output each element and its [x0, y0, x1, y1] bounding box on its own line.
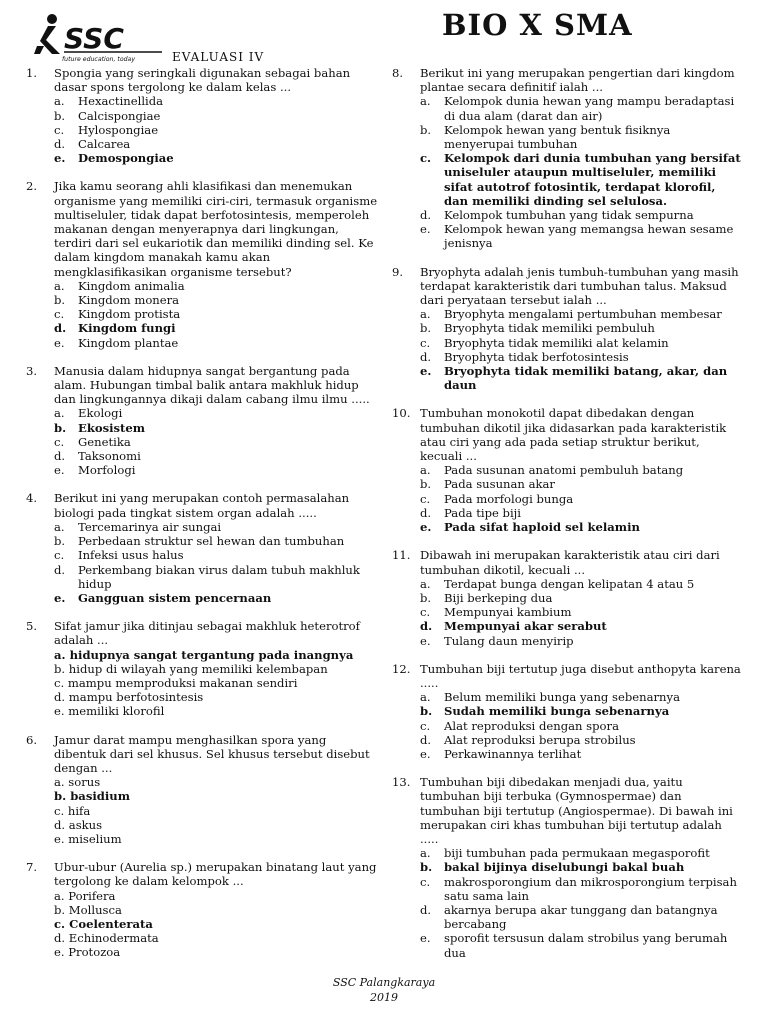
option-text: Hylospongiae — [78, 122, 159, 137]
option-text: mampu berfotosintesis — [68, 690, 204, 705]
option-label: d. — [54, 137, 66, 152]
option-text: Genetika — [78, 434, 131, 449]
answer-option — [420, 222, 742, 250]
answer-option — [420, 321, 742, 335]
option-label: d. — [420, 732, 432, 747]
option-label: d. — [54, 321, 67, 336]
option-label: b. — [54, 108, 66, 123]
question-text: Spongia yang seringkali digunakan sebagai bahan dasar spons tergolong ke dalam kelas ... — [54, 66, 351, 95]
question-number: 11. — [392, 548, 411, 563]
answer-option — [420, 350, 742, 364]
answer-option — [54, 832, 378, 846]
answer-option — [54, 421, 378, 435]
question-text: Tumbuhan biji tertutup juga disebut anthopyta karena ..... — [420, 661, 741, 690]
option-text: Bryophyta tidak memiliki alat kelamin — [444, 335, 669, 350]
answer-option — [54, 520, 378, 534]
option-label: a. — [54, 647, 66, 662]
option-label: c. — [420, 605, 431, 620]
answer-options — [54, 648, 378, 719]
option-label: b. — [54, 534, 66, 549]
option-label: d. — [420, 349, 432, 364]
option-label: c. — [420, 151, 432, 166]
answer-option — [54, 293, 378, 307]
answer-option — [54, 321, 378, 335]
question-text: Tumbuhan monokotil dapat dibedakan dengan tumbuhan dikotil jika didasarkan pada karakteristik atau ciri yang ada pada setiap struktur berikut, kecuali ... — [420, 406, 727, 464]
answer-option — [420, 307, 742, 321]
answer-option — [54, 534, 378, 548]
answer-option — [54, 123, 378, 137]
answer-options — [54, 94, 378, 165]
answer-option — [420, 123, 742, 151]
option-text: memiliki klorofil — [68, 704, 165, 719]
option-label: c. — [54, 803, 65, 818]
option-label: d. — [54, 690, 66, 705]
question-number: 8. — [392, 66, 404, 80]
answer-option — [54, 406, 378, 420]
question-number: 2. — [26, 179, 38, 194]
option-label: d. — [420, 902, 432, 917]
option-label: c. — [54, 675, 65, 690]
option-text: Alat reproduksi berupa strobilus — [444, 732, 636, 747]
option-text: hidup di wilayah yang memiliki kelembapan — [68, 661, 328, 676]
option-text: Demospongiae — [78, 151, 174, 166]
answer-option — [54, 903, 378, 917]
option-text: Taksonomi — [78, 449, 141, 464]
option-label: d. — [420, 208, 432, 223]
option-label: d. — [54, 931, 66, 946]
answer-option — [54, 648, 378, 662]
option-label: e. — [54, 704, 65, 719]
question-number: 7. — [26, 860, 38, 875]
question-1 — [26, 66, 378, 165]
option-text: Kelompok dari dunia tumbuhan yang bersifat uniseluler ataupun multiseluler, memiliki sifat autotrof fotosintik, terdapat klorofil, dan memiliki dinding sel selulosa. — [444, 151, 741, 208]
option-text: Kingdom plantae — [78, 335, 179, 350]
answer-option — [420, 733, 742, 747]
answer-options — [54, 889, 378, 960]
option-label: d. — [420, 505, 432, 520]
answer-options — [54, 279, 378, 350]
ssc-logo — [34, 10, 166, 64]
option-text: Pada tipe biji — [444, 505, 521, 520]
option-text: Sudah memiliki bunga sebenarnya — [444, 704, 670, 719]
option-label: b. — [54, 902, 66, 917]
answer-option — [54, 435, 378, 449]
answer-option — [420, 875, 742, 903]
question-8 — [392, 66, 742, 251]
option-text: bakal bijinya diselubungi bakal buah — [444, 860, 685, 875]
option-label: e. — [54, 590, 66, 605]
answer-option — [54, 690, 378, 704]
option-text: Tulang daun menyirip — [444, 633, 574, 648]
answer-option — [420, 336, 742, 350]
option-text: Terdapat bunga dengan kelipatan 4 atau 5 — [444, 576, 695, 591]
option-text: Calcarea — [78, 137, 131, 152]
question-10 — [392, 406, 742, 534]
option-label: b. — [420, 321, 432, 336]
answer-option — [420, 94, 742, 122]
question-4 — [26, 491, 378, 605]
option-label: c. — [420, 335, 431, 350]
answer-options — [54, 775, 378, 846]
option-text: Perkembang biakan virus dalam tubuh makhluk hidup — [78, 562, 360, 591]
option-label: c. — [420, 874, 431, 889]
question-text: Manusia dalam hidupnya sangat bergantung pada alam. Hubungan timbal balik antara makhluk hidup dan lingkungannya dikaji dalam cabang ilmu ilmu ..... — [54, 363, 370, 407]
answer-options — [420, 690, 742, 761]
option-text: Alat reproduksi dengan spora — [444, 718, 619, 733]
ssc-logo-tagline: future education, today — [62, 56, 135, 63]
option-label: a. — [420, 307, 431, 322]
page-title: BIO X SMA — [442, 8, 633, 42]
answer-option — [54, 818, 378, 832]
option-label: b. — [420, 122, 432, 137]
question-text: Berikut ini yang merupakan contoh permasalahan biologi pada tingkat sistem organ adalah ..... — [54, 491, 350, 520]
question-number: 4. — [26, 491, 38, 506]
option-text: Ekosistem — [78, 420, 146, 435]
option-label: e. — [420, 931, 431, 946]
option-label: e. — [420, 746, 431, 761]
option-text: hifa — [67, 803, 91, 818]
footer-year: 2019 — [370, 991, 398, 1004]
answer-option — [420, 931, 742, 959]
question-number: 10. — [392, 406, 411, 421]
option-text: Bryophyta tidak memiliki batang, akar, dan daun — [444, 364, 728, 393]
answer-option — [54, 137, 378, 151]
answer-option — [420, 364, 742, 392]
option-text: Gangguan sistem pencernaan — [78, 590, 272, 605]
option-text: Echinodermata — [68, 931, 159, 946]
question-number: 3. — [26, 363, 38, 378]
option-text: Bryophyta mengalami pertumbuhan membesar — [444, 307, 722, 322]
question-text: Jamur darat mampu menghasilkan spora yang dibentuk dari sel khusus. Sel khusus tersebut disebut dengan ... — [54, 732, 370, 775]
option-label: a. — [420, 846, 431, 861]
answer-options — [420, 307, 742, 392]
option-label: a. — [54, 775, 65, 790]
option-text: akarnya berupa akar tunggang dan batangnya bercabang — [444, 902, 718, 932]
option-text: Kingdom animalia — [78, 278, 185, 293]
answer-option — [54, 662, 378, 676]
option-text: Kelompok dunia hewan yang mampu beradaptasi di dua alam (darat dan air) — [444, 94, 735, 123]
option-label: d. — [54, 562, 66, 577]
option-label: c. — [54, 122, 65, 137]
option-text: askus — [68, 817, 103, 832]
option-text: Kingdom monera — [78, 293, 180, 308]
answer-option — [420, 747, 742, 761]
exam-subtitle: EVALUASI IV — [172, 50, 265, 64]
answer-option — [420, 860, 742, 874]
answer-options — [420, 94, 742, 250]
option-text: Mempunyai kambium — [444, 605, 572, 620]
option-label: c. — [54, 916, 66, 931]
option-text: Bryophyta tidak berfotosintesis — [444, 349, 629, 364]
answer-option — [420, 619, 742, 633]
answer-option — [54, 591, 378, 605]
answer-option — [54, 704, 378, 718]
option-label: e. — [420, 222, 431, 237]
answer-option — [54, 151, 378, 165]
option-text: Belum memiliki bunga yang sebenarnya — [444, 690, 680, 705]
answer-option — [420, 477, 742, 491]
answer-option — [420, 208, 742, 222]
answer-option — [54, 307, 378, 321]
option-label: b. — [54, 420, 67, 435]
question-text: Ubur-ubur (Aurelia sp.) merupakan binatang laut yang tergolong ke dalam kelompok ... — [54, 860, 377, 889]
answer-option — [54, 563, 378, 591]
question-6 — [26, 733, 378, 847]
question-number: 5. — [26, 619, 38, 634]
option-label: a. — [54, 278, 65, 293]
option-label: e. — [54, 831, 65, 846]
option-label: e. — [54, 151, 66, 166]
option-label: a. — [54, 888, 65, 903]
question-5 — [26, 619, 378, 718]
answer-option — [54, 336, 378, 350]
option-label: d. — [420, 619, 433, 634]
option-text: Infeksi usus halus — [78, 548, 184, 563]
option-label: b. — [54, 293, 66, 308]
ssc-logo-text: SSC — [64, 22, 124, 55]
option-label: c. — [54, 307, 65, 322]
option-label: e. — [54, 335, 65, 350]
option-text: Kelompok hewan yang bentuk fisiknya menyerupai tumbuhan — [444, 122, 671, 152]
option-text: Mollusca — [68, 902, 122, 917]
answer-option — [54, 775, 378, 789]
option-label: b. — [420, 477, 432, 492]
option-label: a. — [54, 406, 65, 421]
question-7 — [26, 860, 378, 959]
footer — [0, 975, 768, 1005]
question-9 — [392, 265, 742, 393]
option-text: Ekologi — [78, 406, 123, 421]
option-text: Porifera — [68, 888, 116, 903]
answer-options — [420, 577, 742, 648]
option-text: Biji berkeping dua — [444, 590, 553, 605]
option-label: a. — [54, 94, 65, 109]
answer-option — [54, 931, 378, 945]
question-number: 9. — [392, 264, 404, 279]
option-label: b. — [420, 590, 432, 605]
answer-option — [54, 463, 378, 477]
option-text: Kingdom protista — [78, 307, 181, 322]
question-text: Berikut ini yang merupakan pengertian dari kingdom plantae secara definitif ialah ... — [420, 66, 735, 95]
option-text: Pada morfologi bunga — [444, 491, 574, 506]
question-2 — [26, 179, 378, 349]
option-text: Bryophyta tidak memiliki pembuluh — [444, 321, 655, 336]
answer-option — [54, 676, 378, 690]
option-text: biji tumbuhan pada permukaan megasporofit — [444, 846, 710, 861]
option-label: e. — [54, 945, 65, 960]
question-3 — [26, 364, 378, 478]
answer-options — [54, 406, 378, 477]
option-text: hidupnya sangat tergantung pada inangnya — [69, 647, 354, 662]
option-text: Calcispongiae — [78, 108, 161, 123]
answer-option — [420, 846, 742, 860]
option-label: d. — [54, 449, 66, 464]
question-11 — [392, 548, 742, 647]
answer-option — [420, 719, 742, 733]
option-text: Mempunyai akar serabut — [444, 619, 607, 634]
option-text: makrosporongium dan mikrosporongium terpisah satu sama lain — [444, 874, 737, 903]
footer-school: SSC Palangkaraya — [332, 976, 436, 989]
option-text: mampu memproduksi makanan sendiri — [67, 675, 298, 690]
question-13 — [392, 775, 742, 960]
answer-option — [420, 492, 742, 506]
answer-option — [420, 903, 742, 931]
answer-option — [54, 804, 378, 818]
option-text: Tercemarinya air sungai — [78, 519, 222, 534]
option-label: d. — [54, 817, 66, 832]
option-text: Pada susunan anatomi pembuluh batang — [444, 463, 684, 478]
option-label: c. — [54, 434, 65, 449]
ssc-logo-graphic — [34, 10, 166, 64]
option-label: e. — [420, 520, 432, 535]
question-text: Tumbuhan biji dibedakan menjadi dua, yaitu tumbuhan biji terbuka (Gymnospermae) dan tumbuhan biji tertutup (Angiospermae). Di bawah ini merupakan ciri khas tumbuhan biji tertutup adalah ..... — [420, 775, 733, 846]
answer-option — [420, 704, 742, 718]
option-label: b. — [420, 704, 433, 719]
option-label: c. — [420, 491, 431, 506]
answer-option — [54, 945, 378, 959]
option-label: e. — [54, 463, 65, 478]
option-text: Pada susunan akar — [444, 477, 555, 492]
option-text: Protozoa — [68, 945, 121, 960]
answer-option — [54, 548, 378, 562]
left-column — [26, 66, 378, 974]
question-number: 12. — [392, 661, 411, 676]
answer-option — [54, 279, 378, 293]
question-text: Sifat jamur jika ditinjau sebagai makhluk heterotrof adalah ... — [54, 619, 360, 648]
answer-option — [420, 463, 742, 477]
option-text: Kelompok tumbuhan yang tidak sempurna — [444, 208, 694, 223]
question-number: 13. — [392, 775, 411, 790]
answer-option — [420, 577, 742, 591]
option-text: Perkawinannya terlihat — [444, 746, 582, 761]
option-label: e. — [420, 633, 431, 648]
option-label: a. — [54, 519, 65, 534]
option-text: Coelenterata — [69, 916, 153, 931]
option-label: b. — [54, 661, 66, 676]
question-text: Dibawah ini merupakan karakteristik atau ciri dari tumbuhan dikotil, kecuali ... — [420, 548, 720, 577]
option-text: miselium — [68, 831, 122, 846]
option-label: a. — [420, 576, 431, 591]
answer-option — [54, 889, 378, 903]
answer-option — [420, 520, 742, 534]
option-text: sporofit tersusun dalam strobilus yang berumah dua — [444, 931, 728, 960]
answer-option — [54, 449, 378, 463]
answer-option — [420, 591, 742, 605]
option-label: a. — [420, 463, 431, 478]
answer-option — [420, 605, 742, 619]
option-text: Kingdom fungi — [78, 321, 176, 336]
option-text: sorus — [68, 775, 101, 790]
option-label: b. — [420, 860, 433, 875]
option-text: Perbedaan struktur sel hewan dan tumbuhan — [78, 534, 345, 549]
answer-option — [54, 917, 378, 931]
question-text: Jika kamu seorang ahli klasifikasi dan menemukan organisme yang memiliki ciri-ciri, termasuk organisme multiseluler, tidak dapat berfotosintesis, memperoleh makanan dengan menyerapnya dari lingkungan, terdiri dari sel eukariotik dan memiliki dinding sel. Ke dalam kingdom manakah kamu akan mengklasifikasikan organisme tersebut? — [54, 179, 378, 279]
right-column — [392, 66, 742, 974]
option-text: basidium — [70, 789, 130, 804]
answer-options — [54, 520, 378, 605]
answer-option — [54, 109, 378, 123]
answer-options — [420, 846, 742, 960]
option-label: c. — [420, 718, 431, 733]
option-text: Kelompok hewan yang memangsa hewan sesame jenisnya — [444, 222, 734, 251]
answer-option — [420, 690, 742, 704]
option-text: Hexactinellida — [78, 94, 164, 109]
option-label: b. — [54, 789, 67, 804]
question-number: 6. — [26, 732, 38, 747]
answer-options — [420, 463, 742, 534]
option-label: a. — [420, 94, 431, 109]
option-label: a. — [420, 690, 431, 705]
answer-option — [420, 506, 742, 520]
question-text: Bryophyta adalah jenis tumbuh-tumbuhan yang masih terdapat karakteristik dari tumbuhan talus. Maksud dari peryataan tersebut ialah ... — [420, 264, 739, 308]
option-text: Morfologi — [78, 463, 136, 478]
answer-option — [420, 634, 742, 648]
question-12 — [392, 662, 742, 761]
question-number: 1. — [26, 66, 38, 80]
option-text: Pada sifat haploid sel kelamin — [444, 520, 640, 535]
answer-option — [54, 789, 378, 803]
option-label: c. — [54, 548, 65, 563]
option-label: e. — [420, 364, 432, 379]
answer-option — [54, 94, 378, 108]
answer-option — [420, 151, 742, 208]
